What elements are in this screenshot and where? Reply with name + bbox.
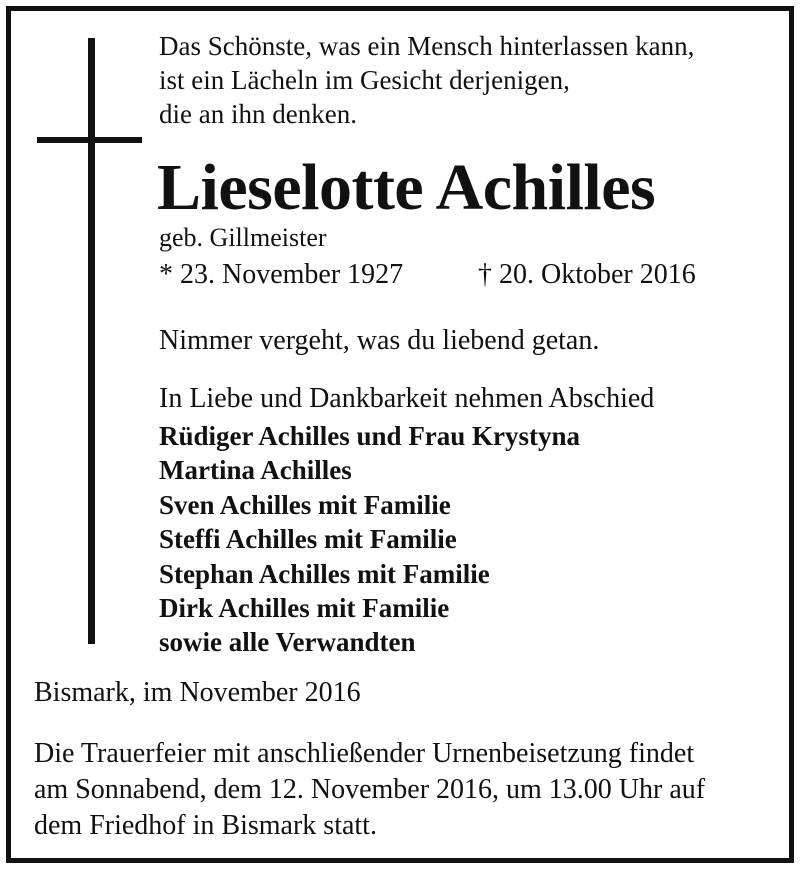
- motto: Nimmer vergeht, was du liebend getan.: [159, 325, 600, 356]
- farewell-line: In Liebe und Dankbarkeit nehmen Abschied: [159, 383, 655, 414]
- mourner: sowie alle Verwandten: [159, 627, 416, 658]
- death-date: † 20. Oktober 2016: [478, 259, 696, 290]
- quote-line: Das Schönste, was ein Mensch hinterlassen kann,: [159, 31, 695, 61]
- quote-line: ist ein Lächeln im Gesicht derjenigen,: [159, 65, 570, 95]
- mourners-list: [159, 419, 580, 660]
- ceremony-line: am Sonnabend, dem 12. November 2016, um 13.00 Uhr auf: [34, 774, 706, 805]
- mourner: Steffi Achilles mit Familie: [159, 524, 457, 555]
- deceased-name: Lieselotte Achilles: [157, 151, 656, 224]
- mourner: Rüdiger Achilles und Frau Krystyna: [159, 421, 581, 451]
- mourner: Sven Achilles mit Familie: [159, 489, 451, 520]
- birth-date: * 23. November 1927: [159, 259, 404, 290]
- ceremony-line: dem Friedhof in Bismark statt.: [34, 810, 377, 841]
- maiden-name: geb. Gillmeister: [159, 223, 327, 252]
- mourner: Dirk Achilles mit Familie: [159, 593, 450, 624]
- cross-horizontal-bar: [37, 137, 142, 143]
- ceremony-info: [34, 736, 705, 844]
- ceremony-line: Die Trauerfeier mit anschließender Urnenbeisetzung findet: [34, 738, 695, 769]
- mourner: Martina Achilles: [159, 455, 352, 486]
- memorial-quote: [159, 29, 694, 131]
- quote-line: die an ihn denken.: [159, 99, 357, 129]
- place-and-date: Bismark, im November 2016: [34, 677, 361, 708]
- cross-vertical-bar: [88, 38, 95, 644]
- mourner: Stephan Achilles mit Familie: [159, 558, 490, 589]
